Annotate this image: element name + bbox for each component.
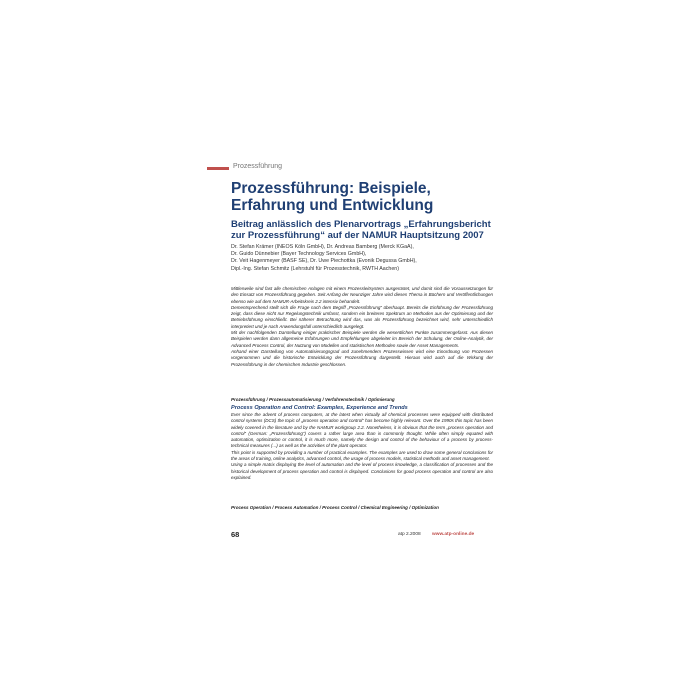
- author-line: Dipl.-Ing. Stefan Schmitz (Lehrstuhl für Prozesstechnik, RWTH Aachen): [231, 265, 399, 272]
- section-label: Prozessführung: [233, 163, 283, 170]
- abstract-paragraph: Anhand einer Darstellung von Automatisierungsgrad und zunehmendem Prozesswissen wird eine Einordnung von Prozessen vorgenommen und die historische Entwicklung der Prozessführung dargestellt. Hieraus wird auch auf die Wirkung der Prozessführung in der chemischen Industrie geschlossen.: [231, 348, 493, 367]
- abstract-paragraph: Using a simple matrix displaying the level of automation and the level of process knowledge, a classification of processes and the historical development of process operation and control is displayed. Conclusions for good process operation and control are also explained.: [231, 462, 493, 480]
- keywords-german: Prozessführung / Prozessautomatisierung / Verfahrenstechnik / Optimierung: [231, 397, 395, 402]
- article-subtitle: Beitrag anlässlich des Plenarvortrags „Erfahrungsbericht zur Prozessführung“ auf der NAMUR Hauptsitzung 2007: [231, 219, 491, 241]
- author-line: Dr. Stefan Krämer (INEOS Köln GmbH), Dr. Andreas Bamberg (Merck KGaA),: [231, 244, 414, 250]
- abstract-paragraph: Mit der nachfolgenden Darstellung einiger praktischer Beispiele werden die wesentlichen Punkte zusammengefasst. Aus diesen Beispielen werden dann allgemeine Erfahrungen und Empfehlungen abgeleitet im Bereich der Schulung, der Online-Analytik, der Advanced Process Control, der Nutzung von Modellen und statistischen Methoden sowie der Asset Managements.: [231, 330, 493, 348]
- author-list: [231, 244, 491, 273]
- abstract-english: [231, 412, 493, 481]
- journal-issue: atp 2.2008: [398, 532, 421, 537]
- abstract-paragraph: Ever since the advent of process computers, at the latest when virtually all chemical processes were equipped with distributed control systems (DCS) the topic of „process operation and control“ has become highly relevant. Over the 1990s this topic has been widely covered in the literature and by the NAMUR workgroup 2.2. Nonetheless, it is obvious that the term „process operation and control“ (German: „Prozessführung“) covers a rather large area than is commonly thought. While often simply equated with automation, optimization or control, it is much more, namely the design and control of the behaviour of a process by process-technical measures (...) as well as the activities of the plant operator.: [231, 412, 493, 449]
- abstract-paragraph: Dementsprechend stellt sich die Frage nach dem Begriff „Prozessführung“ überhaupt. Bereits die Einführung der Prozessführung zeigt, dass diese nicht nur Regelungstechnik umfasst, sondern ein breiteres Spektrum an Methoden aus der Optimierung und der Betriebsführung einschließt. Bei näherer Betrachtung wird das, was als Prozessführung bezeichnet wird, sehr unterschiedlich interpretiert und je nach Anwendungsfall unterschiedlich ausgelegt.: [231, 304, 493, 329]
- author-line: Dr. Veit Hagenmeyer (BASF SE), Dr. Uwe Piechottka (Evonik Degussa GmbH),: [231, 258, 417, 265]
- author-line: Dr. Guido Dünnebier (Bayer Technology Services GmbH),: [231, 251, 367, 258]
- page-number: 68: [231, 530, 240, 539]
- abstract-paragraph: This point is supported by providing a number of practical examples. The examples are used to draw some general conclusions for the areas of training, online analytics, advanced control, the usage of process models, statistical methods and asset management.: [231, 449, 493, 462]
- abstract-german: [231, 286, 493, 368]
- section-accent-bar: [207, 167, 229, 170]
- journal-url-link[interactable]: www.atp-online.de: [432, 532, 475, 537]
- english-title: Process Operation and Control: Examples, Experience and Trends: [231, 405, 408, 411]
- abstract-paragraph: Mittlerweile sind fast alle chemischen Anlagen mit einem Prozessleitsystem ausgerüstet, und damit sind die Voraussetzungen für den Einsatz von Prozessführung gegeben. Seit Anfang der Neunziger Jahre wird dieses Thema in Büchern und Veröffentlichungen ebenso wie auf dem NAMUR-Arbeitskreis 2.2 intensiv behandelt.: [231, 286, 493, 304]
- article-title: Prozessführung: Beispiele, Erfahrung und Entwicklung: [231, 180, 434, 214]
- keywords-english: Process Operation / Process Automation / Process Control / Chemical Engineering / Optimization: [231, 505, 439, 510]
